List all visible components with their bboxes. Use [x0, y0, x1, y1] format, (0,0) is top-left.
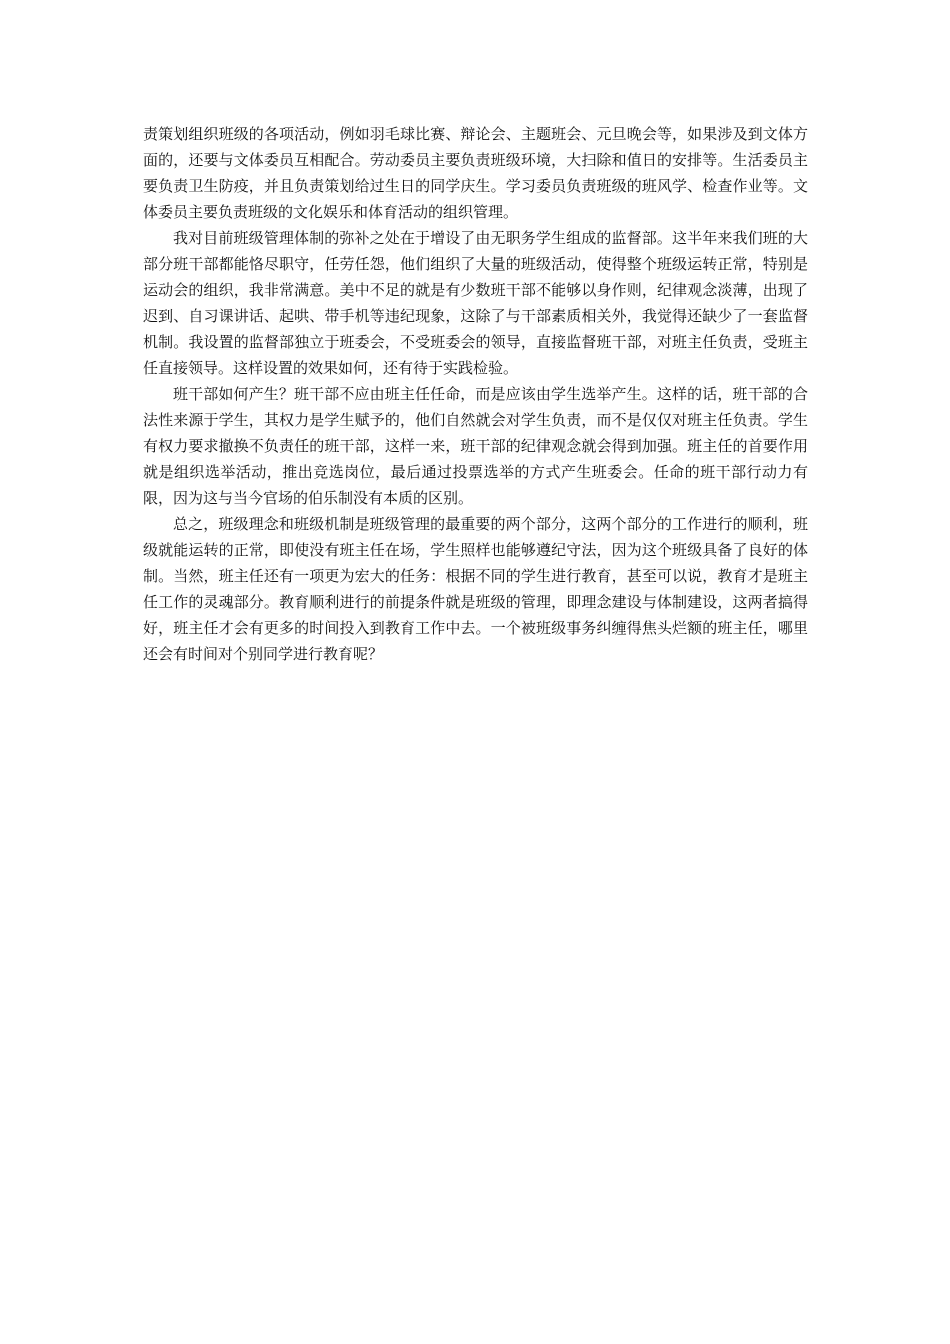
paragraph-3: 班干部如何产生？班干部不应由班主任任命，而是应该由学生选举产生。这样的话，班干部的合法性来源于学生，其权力是学生赋予的，他们自然就会对学生负责，而不是仅仅对班主任负责。学生有权力要求撤换不负责任的班干部，这样一来，班干部的纪律观念就会得到加强。班主任的首要作用就是组织选举活动，推出竞选岗位，最后通过投票选举的方式产生班委会。任命的班干部行动力有限，因为这与当今官场的伯乐制没有本质的区别。: [143, 385, 808, 507]
paragraph-1: 责策划组织班级的各项活动，例如羽毛球比赛、辩论会、主题班会、元旦晚会等，如果涉及到文体方面的，还要与文体委员互相配合。劳动委员主要负责班级环境，大扫除和值日的安排等。生活委员主要负责卫生防疫，并且负责策划给过生日的同学庆生。学习委员负责班级的班风学、检查作业等。文体委员主要负责班级的文化娱乐和体育活动的组织管理。: [143, 125, 808, 221]
paragraph-4: 总之，班级理念和班级机制是班级管理的最重要的两个部分，这两个部分的工作进行的顺利，班级就能运转的正常，即使没有班主任在场，学生照样也能够遵纪守法，因为这个班级具备了良好的体制。当然，班主任还有一项更为宏大的任务：根据不同的学生进行教育，甚至可以说，教育才是班主任工作的灵魂部分。教育顺利进行的前提条件就是班级的管理，即理念建设与体制建设，这两者搞得好，班主任才会有更多的时间投入到教育工作中去。一个被班级事务纠缠得焦头烂额的班主任，哪里还会有时间对个别同学进行教育呢？: [143, 515, 808, 663]
document-body: [143, 121, 808, 667]
paragraph-2: 我对目前班级管理体制的弥补之处在于增设了由无职务学生组成的监督部。这半年来我们班的大部分班干部都能恪尽职守，任劳任怨，他们组织了大量的班级活动，使得整个班级运转正常，特别是运动会的组织，我非常满意。美中不足的就是有少数班干部不能够以身作则，纪律观念淡薄，出现了迟到、自习课讲话、起哄、带手机等违纪现象，这除了与干部素质相关外，我觉得还缺少了一套监督机制。我设置的监督部独立于班委会，不受班委会的领导，直接监督班干部，对班主任负责，受班主任直接领导。这样设置的效果如何，还有待于实践检验。: [143, 229, 808, 377]
